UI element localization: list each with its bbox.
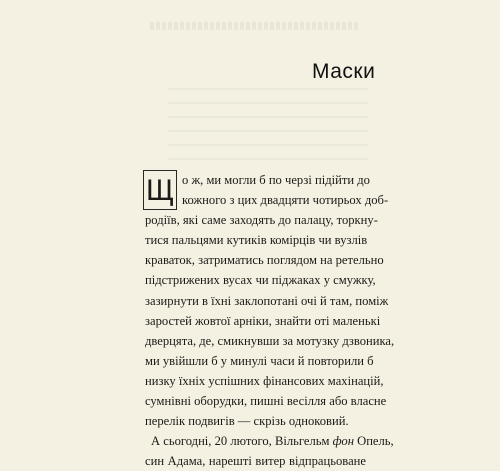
text-line: о ж, ми могли б по черзі підійти до [182,173,370,187]
text-line-paragraph-start [145,431,394,451]
body-text [145,170,395,471]
text-line: сумнівні оборудки, пишні весілля або власне [145,394,387,409]
chapter-title: Маски [312,60,376,83]
text-line: краваток, затриматись поглядом на ретельно [145,253,384,268]
text-line: син Адама, нарешті витер відпрацьоване [145,454,366,469]
text-line: зазирнути в їхні заклопотані очі й там, поміж [145,293,389,308]
bleed-through-header [150,22,360,30]
text-line: заростей жовтої арніки, знайти оті маленькі [145,313,381,328]
text-line: підстрижених вусах чи піджаках у смужку, [145,273,376,288]
text-line: дверцята, де, смикнувши за мотузку дзвоника, [145,333,395,348]
text-line: перелік подвигів — скрізь одноковий. [145,414,349,429]
bleed-through-text [168,80,368,170]
italic-particle: фон [332,434,354,449]
text-line: ми увійшли б у минулі часи й повторили б [145,353,374,368]
text-line: тися пальцями кутиків комірців чи вузлів [145,233,368,248]
text-line: низку їхніх успішних фінансових махінацій, [145,373,384,388]
text-segment: А сьогодні, 20 лютого, Вільгельм [151,434,333,449]
text-segment: Опель, [353,434,394,449]
drop-cap: Щ [143,170,177,210]
text-line: кожного з цих двадцяти чотирьох доб- [182,193,389,208]
text-line: родіїв, які саме заходять до палацу, торкну- [145,213,378,228]
